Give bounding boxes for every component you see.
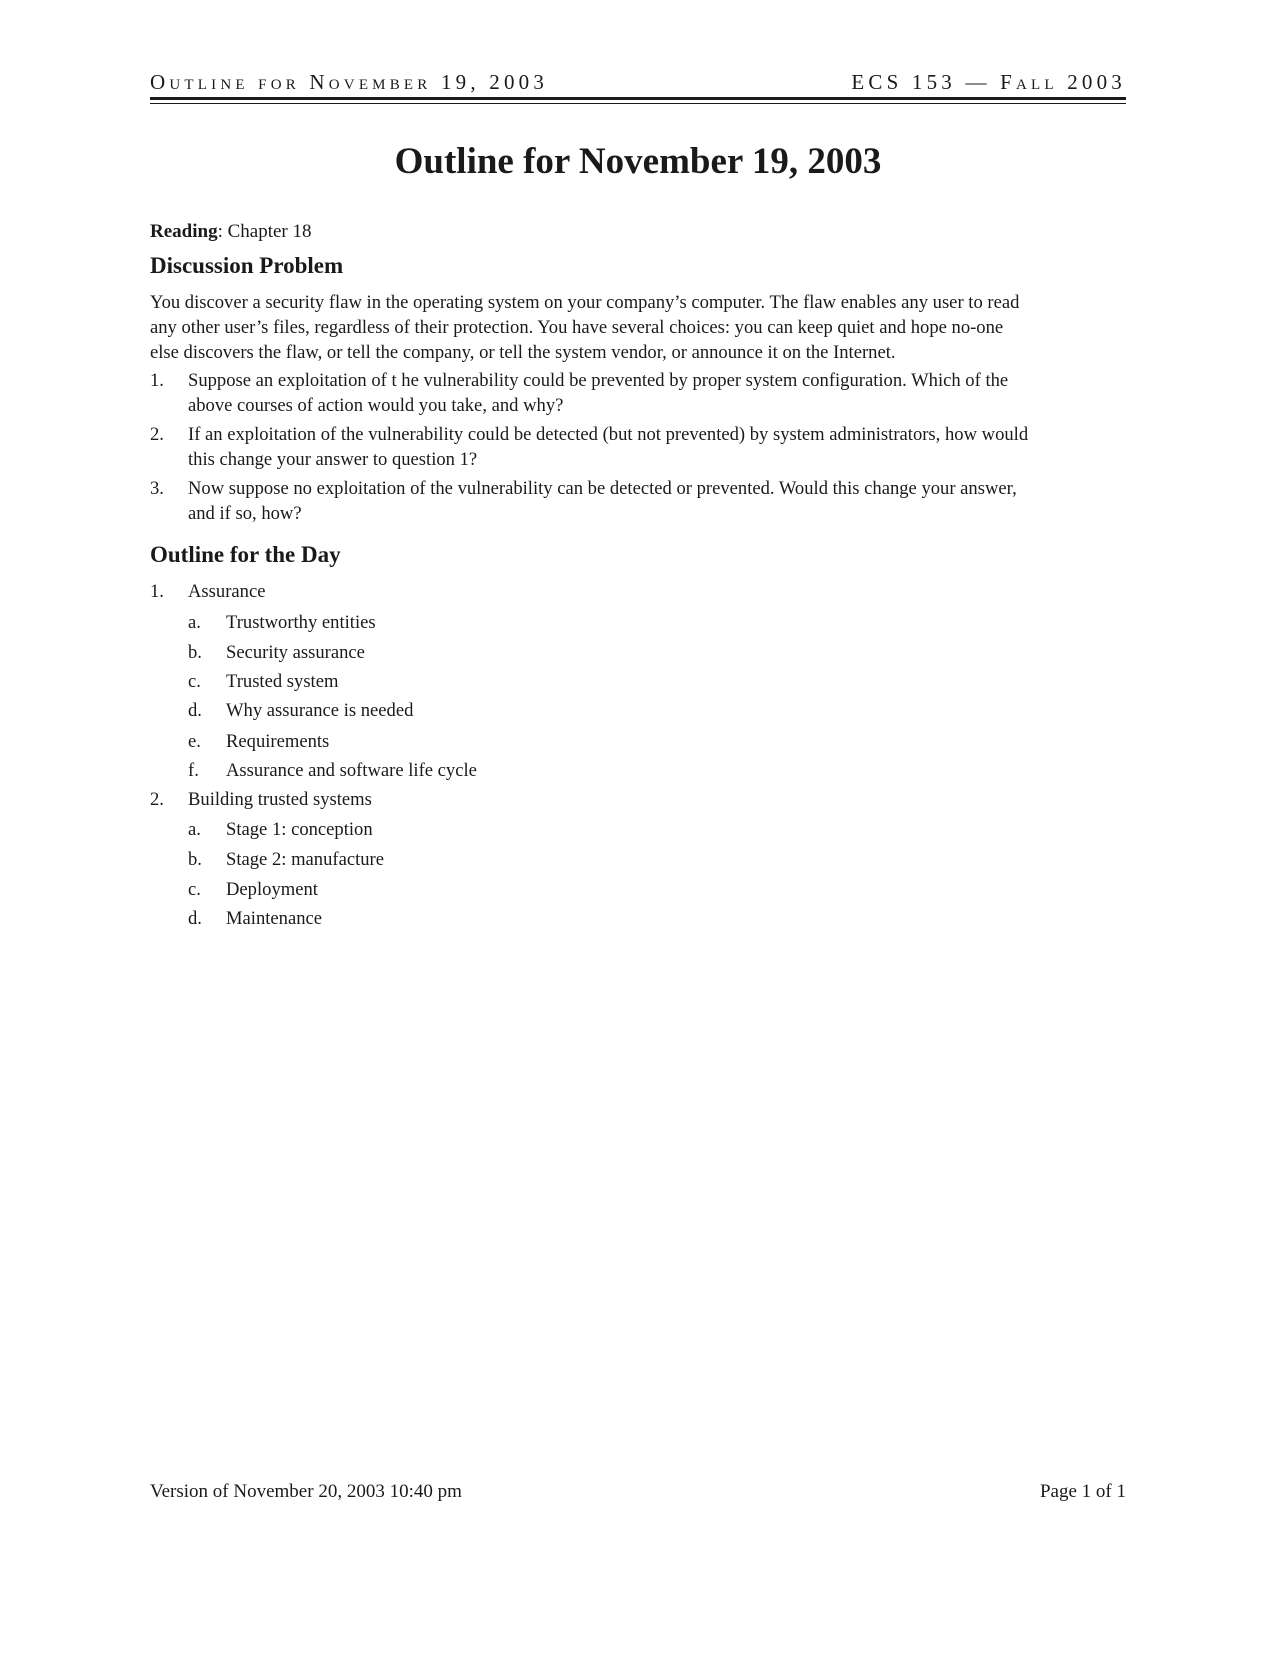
outline-item-1 xyxy=(150,580,265,604)
header-rule-thick xyxy=(150,97,1126,100)
outline-item-1c xyxy=(188,670,338,694)
outline-item-1b-text: Security assurance xyxy=(226,642,365,663)
question-1-text xyxy=(188,368,1126,418)
outline-item-1e-letter: e. xyxy=(188,731,201,752)
outline-item-1-number: 1. xyxy=(150,581,164,602)
outline-item-1f-text: Assurance and software life cycle xyxy=(226,760,477,781)
outline-item-2b xyxy=(188,848,384,872)
outline-item-1a xyxy=(188,611,376,635)
outline-item-1c-letter: c. xyxy=(188,671,201,692)
outline-item-1b xyxy=(188,641,365,665)
outline-item-2-text: Building trusted systems xyxy=(188,789,372,810)
outline-item-2-number: 2. xyxy=(150,789,164,810)
question-3-number: 3. xyxy=(150,478,164,499)
question-1 xyxy=(150,368,1126,418)
question-2-line-2: this change your answer to question 1? xyxy=(188,449,478,470)
outline-item-1a-text: Trustworthy entities xyxy=(226,612,376,633)
question-3-text xyxy=(188,476,1126,526)
outline-heading: Outline for the Day xyxy=(150,542,341,567)
question-3 xyxy=(150,476,1126,526)
question-1-line-1: Suppose an exploitation of t he vulnerability could be prevented by proper system configuration. Which of the xyxy=(188,370,1009,391)
footer-version: Version of November 20, 2003 10:40 pm xyxy=(150,1481,462,1502)
discussion-paragraph-line-3: else discovers the flaw, or tell the company, or tell the system vendor, or announce it on the Internet. xyxy=(150,342,896,363)
outline-item-1-text: Assurance xyxy=(188,581,266,602)
question-1-number: 1. xyxy=(150,370,164,391)
outline-item-2b-text: Stage 2: manufacture xyxy=(226,849,384,870)
outline-item-1e xyxy=(188,730,329,754)
question-1-line-2: above courses of action would you take, and why? xyxy=(188,395,564,416)
outline-item-2d-letter: d. xyxy=(188,908,202,929)
question-2 xyxy=(150,422,1126,472)
header-rule-thin xyxy=(150,103,1126,104)
outline-item-2d-text: Maintenance xyxy=(226,908,323,929)
reading-text: : Chapter 18 xyxy=(217,221,312,242)
outline-item-2a xyxy=(188,818,373,842)
outline-item-2b-letter: b. xyxy=(188,849,202,870)
outline-item-2 xyxy=(150,788,372,812)
page-title: Outline for November 19, 2003 xyxy=(394,141,882,182)
outline-item-2c-text: Deployment xyxy=(226,879,318,900)
outline-item-2c xyxy=(188,878,318,902)
discussion-paragraph-line-2: any other user’s files, regardless of their protection. You have several choices: you can keep quiet and hope no-one xyxy=(150,317,1004,338)
outline-item-1d-text: Why assurance is needed xyxy=(226,700,414,721)
question-2-line-1: If an exploitation of the vulnerability could be detected (but not prevented) by system administrators, how would xyxy=(188,424,1029,445)
outline-item-2d xyxy=(188,907,322,931)
outline-item-1b-letter: b. xyxy=(188,642,202,663)
outline-item-1d xyxy=(188,699,413,723)
outline-item-1a-letter: a. xyxy=(188,612,201,633)
outline-item-1f xyxy=(188,759,477,783)
footer-page-number: Page 1 of 1 xyxy=(1039,1481,1126,1502)
reading-label: Reading xyxy=(150,221,218,242)
running-header-left: Outline for November 19, 2003 xyxy=(150,70,549,94)
outline-item-1e-text: Requirements xyxy=(226,731,330,752)
outline-item-1d-letter: d. xyxy=(188,700,202,721)
outline-item-2a-text: Stage 1: conception xyxy=(226,819,373,840)
document-page xyxy=(150,0,1126,1656)
discussion-heading: Discussion Problem xyxy=(150,253,344,278)
running-header xyxy=(150,70,1126,94)
discussion-paragraph-line-1: You discover a security flaw in the operating system on your company’s computer. The flaw enables any user to read xyxy=(150,292,1020,313)
question-3-line-1: Now suppose no exploitation of the vulnerability can be detected or prevented. Would this change your answer, xyxy=(188,478,1017,499)
reading-line xyxy=(150,220,312,244)
outline-item-2c-letter: c. xyxy=(188,879,201,900)
running-header-right: ECS 153 — Fall 2003 xyxy=(851,70,1126,94)
outline-item-1f-letter: f. xyxy=(188,760,199,781)
question-3-line-2: and if so, how? xyxy=(188,503,302,524)
outline-item-1c-text: Trusted system xyxy=(226,671,339,692)
outline-item-2a-letter: a. xyxy=(188,819,201,840)
question-2-number: 2. xyxy=(150,424,164,445)
question-2-text xyxy=(188,422,1126,472)
